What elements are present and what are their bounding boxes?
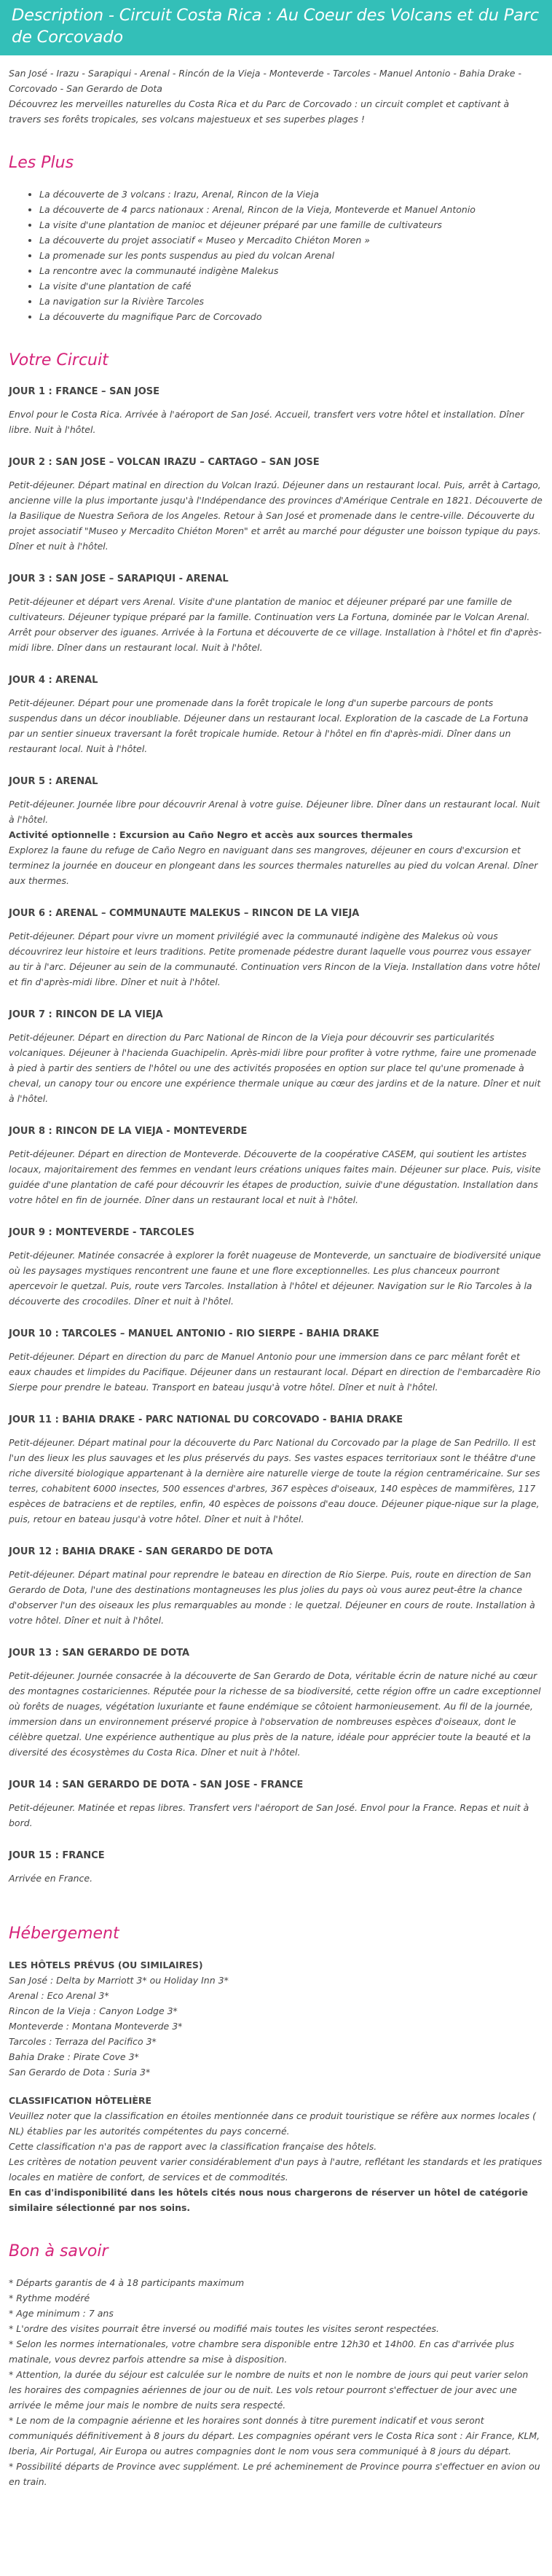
hotels-title: LES HÔTELS PRÉVUS (OU SIMILAIRES) [9,1960,203,1970]
plus-item: • La visite d'une plantation de café [39,278,543,294]
day-text: Petit-déjeuner. Départ matinal en direction du Volcan Irazú. Déjeuner dans un restaurant local. Puis, arrêt à Cartago, ancienne ville la plus importante jusqu'à l'Indépendance des provinces d'Amérique Centrale en 1821. Découverte de la Basilique de Nuestra Señora de los Angeles. Retour à San José et promenade dans le centre-ville. Découverte du projet associatif "Museo y Mercadito Chiéton Moren" et arrêt au marché pour déguster une boisson typique du pays. Dîner et nuit à l'hôtel. [9,479,543,552]
day-section [9,1777,543,1831]
plus-item: • La navigation sur la Rivière Tarcoles [39,294,543,309]
hotel-item: San Gerardo de Dota : Suria 3* [9,2067,151,2078]
day-text: Petit-déjeuner. Journée libre pour découvrir Arenal à votre guise. Déjeuner libre. Dîner dans un restaurant local. Nuit à l'hôtel. [9,799,540,825]
plus-item: • La découverte de 3 volcans : Irazu, Arenal, Rincon de la Vieja [39,187,543,202]
plus-item: • La visite d'une plantation de manioc et déjeuner préparé par une famille de cultivateurs [39,217,543,232]
day-section [9,1124,543,1207]
hotel-item: San José : Delta by Marriott 3* ou Holiday Inn 3* [9,1975,229,1986]
hotel-item: Tarcoles : Terraza del Pacifico 3* [9,2036,157,2047]
plus-item: • La découverte du magnifique Parc de Corcovado [39,309,543,324]
day-section [9,774,543,888]
day-title: JOUR 6 : ARENAL – COMMUNAUTE MALEKUS – RINCON DE LA VIEJA [9,908,360,919]
classification-line: Veuillez noter que la classification en étoiles mentionnée dans ce produit touristique se réfère aux normes locales ( NL) établies par les autorités compétentes du pays concerné. [9,2110,537,2137]
day-text: Petit-déjeuner. Matinée consacrée à explorer la forêt nuageuse de Monteverde, un sanctuaire de biodiversité unique où les paysages mystiques rencontrent une faune et une flore exceptionnelles. Les plus chanceux pourront apercevoir le quetzal. Puis, route vers Tarcoles. Installation à l'hôtel et déjeuner. Navigation sur le Rio Tarcoles à la découverte des crocodiles. Dîner et nuit à l'hôtel. [9,1250,541,1307]
day-text: Petit-déjeuner. Départ matinal pour la découverte du Parc National du Corcovado par la plage de San Pedrillo. Il est l'un des lieux les plus sauvages et les plus préservés du pays. Ses vastes espaces territoriaux sont le théâtre d'une riche diversité biologique appartenant à la dernière aire naturelle vierge de toute la région centraméricaine. Sur ses terres, cohabitent 6000 insectes, 500 essences d'arbres, 367 espèces d'oiseaux, 140 espèces de mammifères, 117 espèces de batraciens et de reptiles, enfin, 40 espèces de poissons d'eau douce. Déjeuner pique-nique sur la plage, puis, retour en bateau jusqu'à votre hôtel. Dîner et nuit à l'hôtel. [9,1437,540,1524]
day-title: JOUR 5 : ARENAL [9,776,98,787]
hebergement-heading: Hébergement [9,1925,119,1943]
bonasavoir-list [9,2275,543,2489]
day-text: Petit-déjeuner. Départ en direction du Parc National de Rincon de la Vieja pour découvrir ses particularités volcaniques. Déjeuner à l'hacienda Guachipelin. Après-midi libre pour profiter à votre rythme, faire une promenade à pied à partir des sentiers de l'hôtel ou une des activités proposées en option sur place tel qu'une promenade à cheval, un canopy tour ou encore une expérience thermale unique au cœur des jardins et de la nature. Dîner et nuit à l'hôtel. [9,1032,541,1104]
day-title: JOUR 14 : SAN GERARDO DE DOTA - SAN JOSE - FRANCE [9,1780,304,1790]
day-section [9,1848,543,1886]
circuit-days [9,384,543,1886]
day-section [9,571,543,655]
day-title: JOUR 7 : RINCON DE LA VIEJA [9,1009,163,1020]
day-section [9,1412,543,1527]
day-section [9,1007,543,1106]
day-section [9,1225,543,1309]
hotel-item: Arenal : Eco Arenal 3* [9,1990,109,2001]
plus-heading: Les Plus [9,154,74,172]
circuit-heading: Votre Circuit [9,351,109,369]
day-text: Petit-déjeuner. Départ pour une promenade dans la forêt tropicale le long d'un superbe parcours de ponts suspendus dans un décor inoubliable. Déjeuner dans un restaurant local. Exploration de la cascade de La Fortuna par un sentier sinueux traversant la forêt tropicale humide. Retour à l'hôtel en fin d'après-midi. Dîner dans un restaurant local. Nuit à l'hôtel. [9,697,529,754]
bonasavoir-item: * Départs garantis de 4 à 18 participants maximum [9,2277,245,2288]
day-section [9,1544,543,1628]
day-title: JOUR 15 : FRANCE [9,1850,105,1861]
day-section [9,906,543,990]
bonasavoir-item: * Le nom de la compagnie aérienne et les horaires sont donnés à titre purement indicatif et vous seront communiqués définitivement à 8 jours du départ. Les compagnies opérant vers le Costa Rica sont : Air France, KLM, Iberia, Air Portugal, Air Europa ou autres compagnies dont le nom vous sera communiqué à 8 jours du départ. [9,2415,540,2456]
bonasavoir-item: * Rythme modéré [9,2293,90,2303]
bonasavoir-item: * Age minimum : 7 ans [9,2308,114,2319]
day-title: JOUR 10 : TARCOLES – MANUEL ANTONIO - RIO SIERPE - BAHIA DRAKE [9,1328,379,1339]
day-title: JOUR 13 : SAN GERARDO DE DOTA [9,1648,190,1659]
hotels-section [9,1957,543,2215]
classification-title: CLASSIFICATION HÔTELIÈRE [9,2095,152,2106]
intro [9,66,543,127]
day-section [9,673,543,756]
day-text: Envol pour le Costa Rica. Arrivée à l'aéroport de San José. Accueil, transfert vers votre hôtel et installation. Dîner libre. Nuit à l'hôtel. [9,409,524,435]
page-title: Description - Circuit Costa Rica : Au Coeur des Volcans et du Parc de Corcovado [0,0,552,55]
day-text: Petit-déjeuner. Matinée et repas libres. Transfert vers l'aéroport de San José. Envol pour la France. Repas et nuit à bord. [9,1802,529,1828]
bonasavoir-item: * Selon les normes internationales, votre chambre sera disponible entre 12h30 et 14h00. En cas d'arrivée plus matinale, vous devrez parfois attendre sa mise à disposition. [9,2338,515,2365]
day-text: Petit-déjeuner. Départ en direction de Monteverde. Découverte de la coopérative CASEM, qui soutient les artistes locaux, majoritairement des femmes en vendant leurs créations uniques faites main. Déjeuner sur place. Puis, visite guidée d'une plantation de café pour découvrir les étapes de production, suivie d'une dégustation. Installation dans votre hôtel en fin de journée. Dîner dans un restaurant local et nuit à l'hôtel. [9,1148,541,1205]
plus-item: • La découverte de 4 parcs nationaux : Arenal, Rincon de la Vieja, Monteverde et Manuel Antonio [39,202,543,217]
day-title: JOUR 2 : SAN JOSE – VOLCAN IRAZU – CARTAGO – SAN JOSE [9,457,320,468]
day-optional-label: Activité optionnelle : Excursion au Caño Negro et accès aux sources thermales [9,829,413,840]
day-text: Petit-déjeuner. Départ en direction du parc de Manuel Antonio pour une immersion dans ce parc mêlant forêt et eaux chaudes et limpides du Pacifique. Déjeuner dans un restaurant local. Départ en direction de l'embarcadère Rio Sierpe pour prendre le bateau. Transport en bateau jusqu'à votre hôtel. Dîner et nuit à l'hôtel. [9,1351,541,1393]
intro-text: Découvrez les merveilles naturelles du Costa Rica et du Parc de Corcovado : un circuit complet et captivant à travers ses forêts tropicales, ses volcans majestueux et ses superbes plages ! [9,98,510,125]
day-text: Petit-déjeuner. Départ matinal pour reprendre le bateau en direction de Rio Sierpe. Puis, route en direction de San Gerardo de Dota, l'une des destinations montagneuses les plus jolies du pays où vous aurez peut-être la chance d'observer l'un des oiseaux les plus remarquables au monde : le quetzal. Déjeuner en cours de route. Installation à votre hôtel. Dîner et nuit à l'hôtel. [9,1569,535,1626]
day-text: Arrivée en France. [9,1873,93,1884]
day-optional-text: Explorez la faune du refuge de Caño Negro en naviguant dans ses mangroves, déjeuner en cours d'excursion et terminez la journée en douceur en plongeant dans les sources thermales naturelles au pied du volcan Arenal. Dîner aux thermes. [9,845,538,886]
day-title: JOUR 11 : BAHIA DRAKE - PARC NATIONAL DU CORCOVADO - BAHIA DRAKE [9,1414,403,1425]
day-section [9,1645,543,1760]
day-title: JOUR 12 : BAHIA DRAKE - SAN GERARDO DE DOTA [9,1546,273,1557]
bonasavoir-heading: Bon à savoir [9,2242,109,2260]
plus-list [9,187,543,324]
hotel-item: Monteverde : Montana Monteverde 3* [9,2021,183,2032]
hotel-item: Rincon de la Vieja : Canyon Lodge 3* [9,2005,178,2016]
classification-line: Les critères de notation peuvent varier considérablement d'un pays à l'autre, reflétant les standards et les pratiques locales en matière de confort, de services et de commodités. [9,2156,543,2182]
day-text: Petit-déjeuner. Départ pour vivre un moment privilégié avec la communauté indigène des Malekus où vous découvrirez leur histoire et leurs traditions. Petite promenade pédestre durant laquelle vous pourrez vous essayer au tir à l'arc. Déjeuner au sein de la communauté. Continuation vers Rincon de la Vieja. Installation dans votre hôtel et fin d'après-midi libre. Dîner et nuit à l'hôtel. [9,931,540,987]
day-title: JOUR 9 : MONTEVERDE - TARCOLES [9,1227,195,1238]
day-title: JOUR 3 : SAN JOSE – SARAPIQUI - ARENAL [9,573,229,584]
plus-item: • La découverte du projet associatif « Museo y Mercadito Chiéton Moren » [39,232,543,248]
day-section [9,384,543,437]
day-section [9,1326,543,1395]
classification-note: En cas d'indisponibilité dans les hôtels cités nous nous chargerons de réserver un hôtel de catégorie similaire sélectionné par nos soins. [9,2187,529,2213]
bonasavoir-item: * Possibilité départs de Province avec supplément. Le pré acheminement de Province pourra s'effectuer en avion ou en train. [9,2461,540,2487]
day-title: JOUR 8 : RINCON DE LA VIEJA - MONTEVERDE [9,1126,248,1137]
day-title: JOUR 1 : FRANCE – SAN JOSE [9,386,160,397]
classification-text [9,2108,543,2185]
hotel-list [9,1973,543,2080]
content [0,66,552,2504]
classification-line: Cette classification n'a pas de rapport avec la classification française des hôtels. [9,2141,377,2152]
day-section [9,455,543,554]
bonasavoir-item: * Attention, la durée du séjour est calculée sur le nombre de nuits et non le nombre de jours qui peut varier selon les horaires des compagnies aériennes de jour ou de nuit. Les vols retour pourront s'effectuer de jour avec une arrivée le même jour mais le nombre de nuits sera respecté. [9,2369,529,2411]
day-title: JOUR 4 : ARENAL [9,675,98,686]
bonasavoir-item: * L'ordre des visites pourrait être inversé ou modifié mais toutes les visites seront respectées. [9,2323,440,2334]
intro-route: San José - Irazu - Sarapiqui - Arenal - Rincón de la Vieja - Monteverde - Tarcoles - Manuel Antonio - Bahia Drake - Corcovado - San Gerardo de Dota [9,68,521,94]
day-text: Petit-déjeuner et départ vers Arenal. Visite d'une plantation de manioc et déjeuner préparé par une famille de cultivateurs. Déjeuner typique préparé par la famille. Continuation vers La Fortuna, dominée par le Volcan Arenal. Arrêt pour observer des iguanes. Arrivée à la Fortuna et découverte de ce village. Installation à l'hôtel et fin d'après-midi libre. Dîner dans un restaurant local. Nuit à l'hôtel. [9,596,542,653]
day-text: Petit-déjeuner. Journée consacrée à la découverte de San Gerardo de Dota, véritable écrin de nature niché au cœur des montagnes costariciennes. Réputée pour la richesse de sa biodiversité, cette région offre un cadre exceptionnel où forêts de nuages, végétation luxuriante et faune endémique se côtoient harmonieusement. Au fil de la journée, immersion dans un environnement préservé propice à l'observation de nombreuses espèces d'oiseaux, dont le célèbre quetzal. Une expérience authentique au plus près de la nature, idéale pour apprécier toute la beauté et la diversité des écosystèmes du Costa Rica. Dîner et nuit à l'hôtel. [9,1670,541,1758]
hotel-item: Bahia Drake : Pirate Cove 3* [9,2051,139,2062]
plus-item: • La promenade sur les ponts suspendus au pied du volcan Arenal [39,248,543,263]
plus-item: • La rencontre avec la communauté indigène Malekus [39,263,543,278]
